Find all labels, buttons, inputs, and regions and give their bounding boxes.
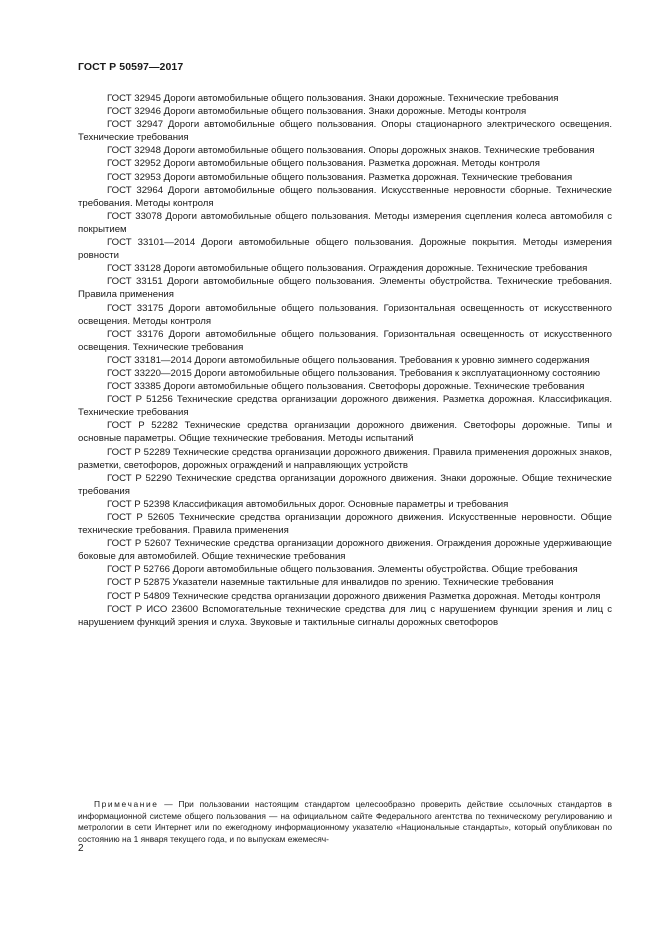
reference-entry: ГОСТ 33151 Дороги автомобильные общего пользования. Элементы обустройства. Технические требования. Правила применения: [78, 276, 612, 301]
reference-entry: ГОСТ 33175 Дороги автомобильные общего пользования. Горизонтальная освещенность от искусственного освещения. Методы контроля: [78, 302, 612, 327]
reference-entry: ГОСТ Р 52398 Классификация автомобильных дорог. Основные параметры и требования: [107, 498, 509, 510]
reference-entry: ГОСТ 33220—2015 Дороги автомобильные общего пользования. Требования к эксплуатационному состоянию: [107, 367, 601, 379]
reference-entry: ГОСТ 33385 Дороги автомобильные общего пользования. Светофоры дорожные. Технические требования: [107, 381, 585, 393]
reference-entry: ГОСТ Р ИСО 23600 Вспомогательные технические средства для лиц с нарушением функции зрения и лиц с нарушением функций зрения и слуха. Звуковые и тактильные сигналы дорожных светофоров: [78, 603, 612, 628]
reference-entry: ГОСТ Р 54809 Технические средства организации дорожного движения Разметка дорожная. Методы контроля: [107, 590, 601, 602]
reference-entry: ГОСТ Р 52607 Технические средства организации дорожного движения. Ограждения дорожные удерживающие боковые для автомобилей. Общие технические требования: [78, 538, 612, 563]
reference-entry: ГОСТ Р 52282 Технические средства организации дорожного движения. Светофоры дорожные. Типы и основные параметры. Общие технические требования. Методы испытаний: [78, 420, 612, 445]
reference-entry: ГОСТ Р 52605 Технические средства организации дорожного движения. Искусственные неровности. Общие технические требования. Правила применения: [78, 512, 612, 537]
reference-entry: ГОСТ Р 51256 Технические средства организации дорожного движения. Разметка дорожная. Классификация. Технические требования: [78, 394, 612, 419]
reference-entry: ГОСТ 32964 Дороги автомобильные общего пользования. Искусственные неровности сборные. Технические требования. Методы контроля: [78, 184, 612, 209]
document-header: ГОСТ Р 50597—2017: [78, 61, 184, 73]
reference-entry: ГОСТ 33078 Дороги автомобильные общего пользования. Методы измерения сцепления колеса автомобиля с покрытием: [78, 210, 612, 235]
reference-entry: ГОСТ 33101—2014 Дороги автомобильные общего пользования. Дорожные покрытия. Методы измерения ровности: [78, 237, 612, 262]
reference-entry: ГОСТ 32952 Дороги автомобильные общего пользования. Разметка дорожная. Методы контроля: [107, 158, 540, 170]
reference-entry: ГОСТ Р 52875 Указатели наземные тактильные для инвалидов по зрению. Технические требования: [107, 577, 554, 589]
reference-entry: ГОСТ 33128 Дороги автомобильные общего пользования. Ограждения дорожные. Технические требования: [107, 263, 588, 275]
reference-entry: ГОСТ 33176 Дороги автомобильные общего пользования. Горизонтальная освещенность от искусственного освещения. Технические требования: [78, 328, 612, 353]
reference-entry: ГОСТ 32953 Дороги автомобильные общего пользования. Разметка дорожная. Технические требования: [107, 171, 573, 183]
reference-entry: ГОСТ Р 52289 Технические средства организации дорожного движения. Правила применения дорожных знаков, разметки, светофоров, дорожных ограждений и направляющих устройств: [78, 446, 612, 471]
reference-entry: ГОСТ Р 52766 Дороги автомобильные общего пользования. Элементы обустройства. Общие требования: [107, 564, 578, 576]
reference-entry: ГОСТ Р 52290 Технические средства организации дорожного движения. Знаки дорожные. Общие технические требования: [78, 472, 612, 497]
reference-entry: ГОСТ 32946 Дороги автомобильные общего пользования. Знаки дорожные. Методы контроля: [107, 106, 527, 118]
normative-references-list: [78, 92, 612, 629]
reference-entry: ГОСТ 32948 Дороги автомобильные общего пользования. Опоры дорожных знаков. Технические требования: [107, 145, 595, 157]
note-text: — При пользовании настоящим стандартом целесообразно проверить действие ссылочных стандартов в информационной системе общего пользования — на официальном сайте Федерального агентства по техническому регулированию и метрологии в сети Интернет или по ежегодному информационному указателю «Национальные стандарты», который опубликован по состоянию на 1 января текущего года, и по выпускам ежемесяч-: [78, 799, 612, 844]
reference-entry: ГОСТ 33181—2014 Дороги автомобильные общего пользования. Требования к уровню зимнего содержания: [107, 354, 590, 366]
reference-entry: ГОСТ 32945 Дороги автомобильные общего пользования. Знаки дорожные. Технические требования: [107, 93, 559, 104]
note-label: Примечание: [94, 799, 159, 809]
note-paragraph: [78, 799, 612, 845]
reference-entry: ГОСТ 32947 Дороги автомобильные общего пользования. Опоры стационарного электрического освещения. Технические требования: [78, 119, 612, 144]
page-number: 2: [78, 843, 84, 854]
